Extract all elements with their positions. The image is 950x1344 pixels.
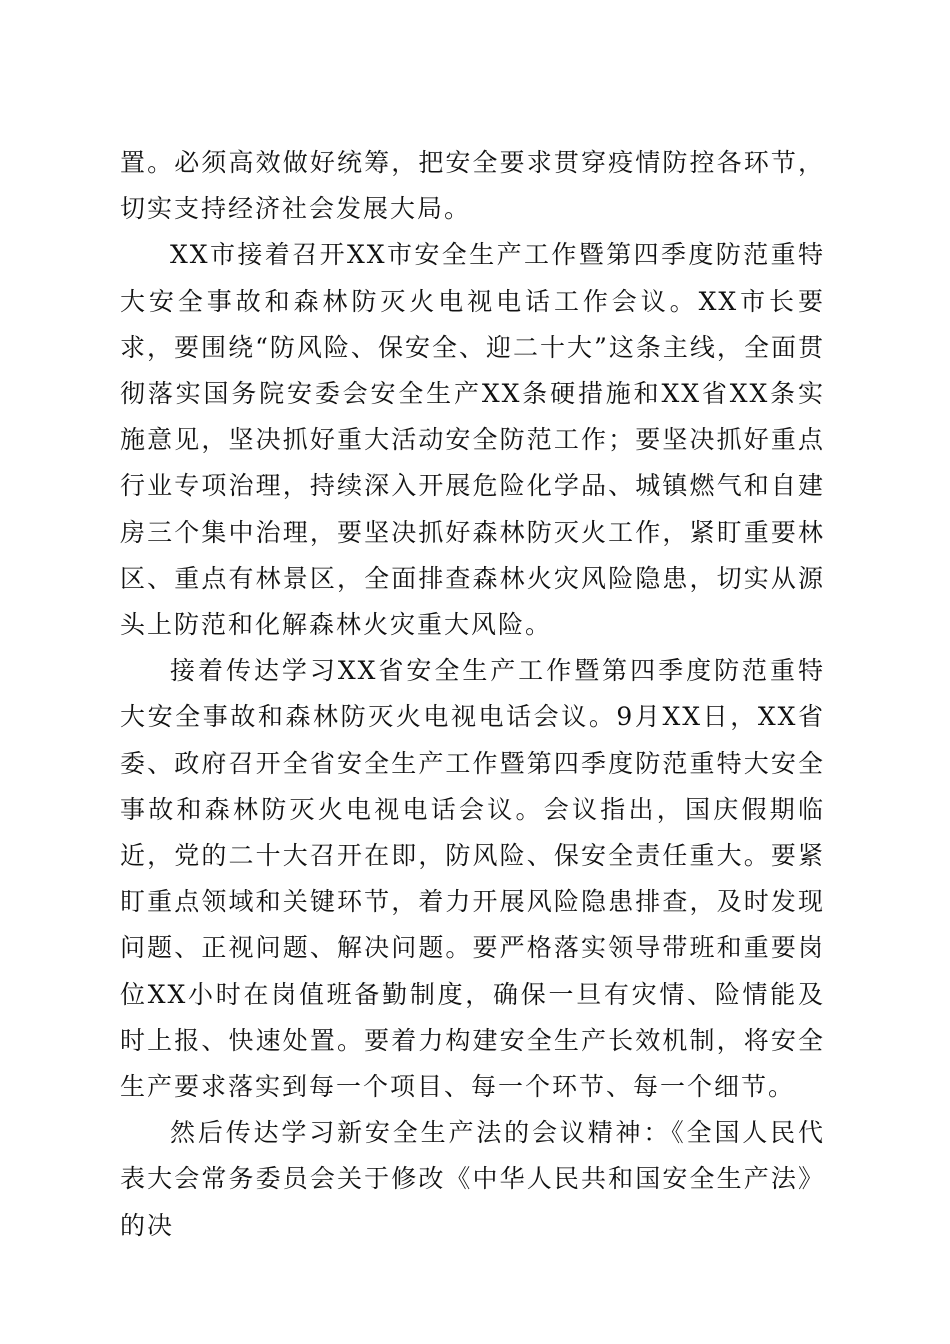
document-body (120, 140, 825, 1249)
paragraph-1: 置。必须高效做好统筹，把安全要求贯穿疫情防控各环节，切实支持经济社会发展大局。 (120, 148, 825, 224)
paragraph-4: 然后传达学习新安全生产法的会议精神：《全国人民代表大会常务委员会关于修改《中华人民共和国安全生产法》的决 (120, 1118, 825, 1240)
paragraph-3: 接着传达学习XX省安全生产工作暨第四季度防范重特大安全事故和森林防灭火电视电话会议。9月XX日，XX省委、政府召开全省安全生产工作暨第四季度防范重特大安全事故和森林防灭火电视电话会议。会议指出，国庆假期临近，党的二十大召开在即，防风险、保安全责任重大。要紧盯重点领域和关键环节，着力开展风险隐患排查，及时发现问题、正视问题、解决问题。要严格落实领导带班和重要岗位XX小时在岗值班备勤制度，确保一旦有灾情、险情能及时上报、快速处置。要着力构建安全生产长效机制，将安全生产要求落实到每一个项目、每一个环节、每一个细节。 (120, 656, 825, 1102)
paragraph-2: XX市接着召开XX市安全生产工作暨第四季度防范重特大安全事故和森林防灭火电视电话工作会议。XX市长要求，要围绕“防风险、保安全、迎二十大”这条主线，全面贯彻落实国务院安委会安全生产XX条硬措施和XX省XX条实施意见，坚决抓好重大活动安全防范工作；要坚决抓好重点行业专项治理，持续深入开展危险化学品、城镇燃气和自建房三个集中治理，要坚决抓好森林防灭火工作，紧盯重要林区、重点有林景区，全面排查森林火灾风险隐患，切实从源头上防范和化解森林火灾重大风险。 (120, 240, 825, 640)
